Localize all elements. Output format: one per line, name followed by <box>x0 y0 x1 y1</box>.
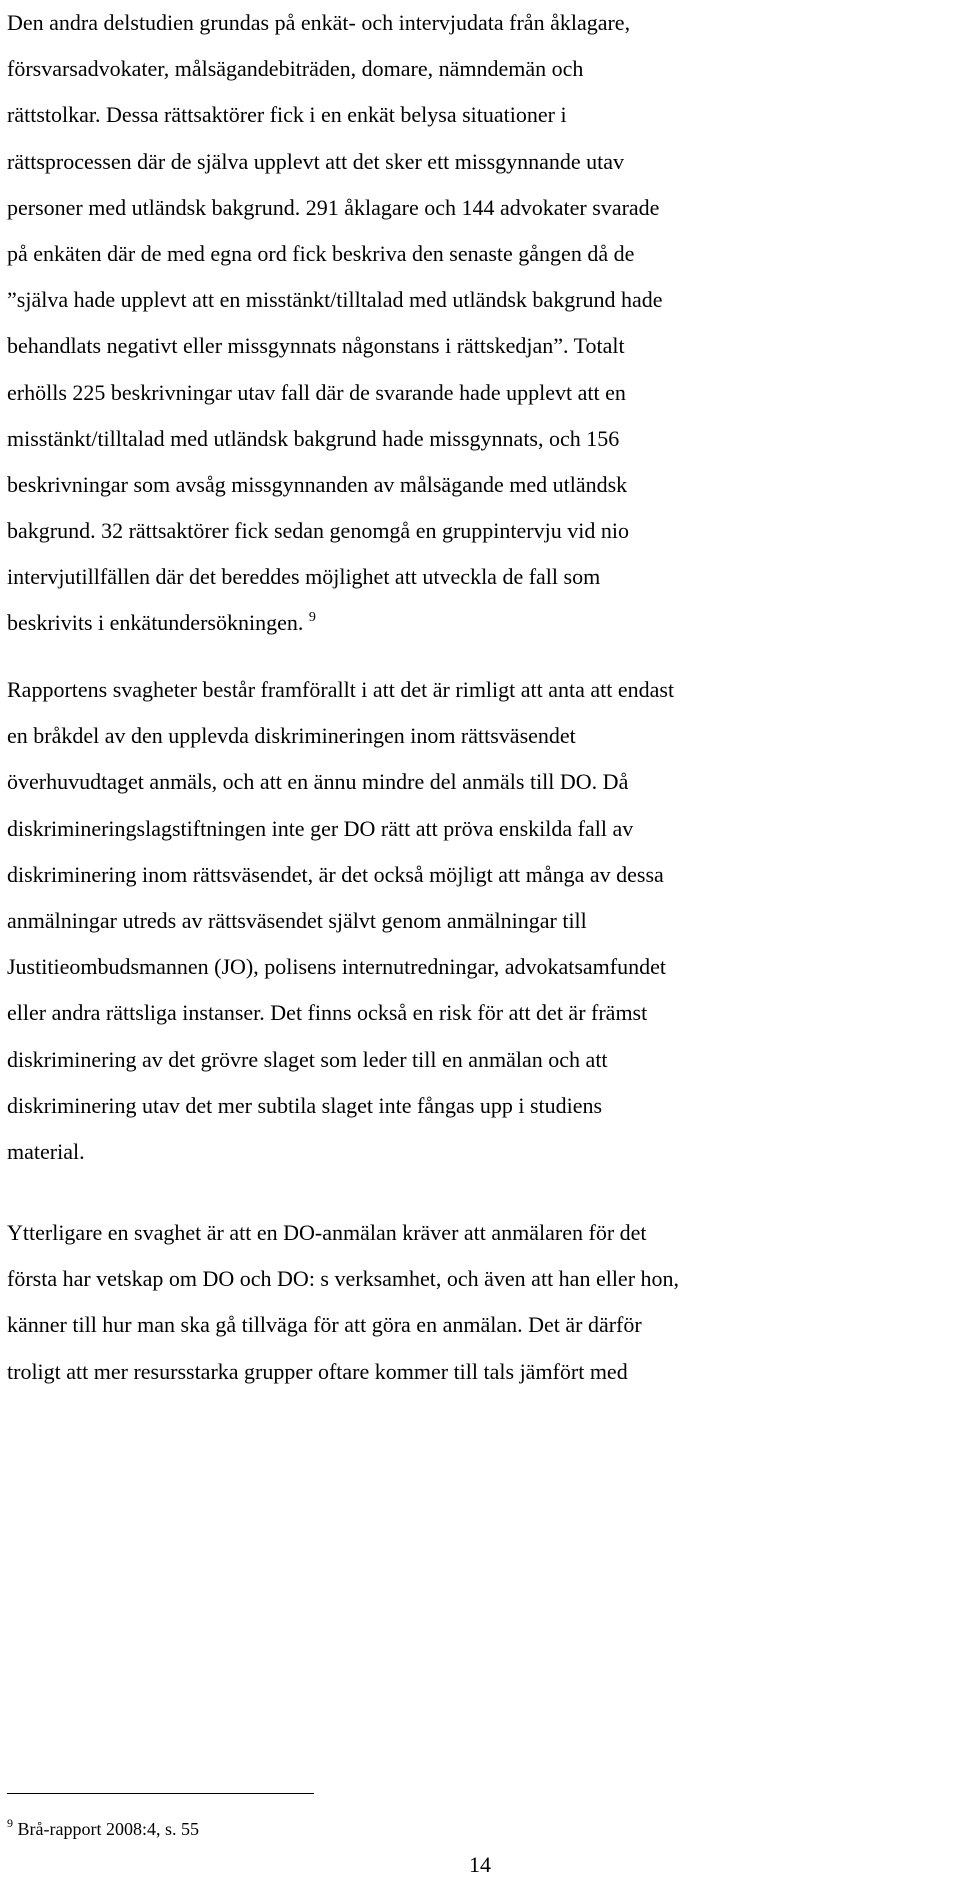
text-line: diskriminering utav det mer subtila slaget inte fångas upp i studiens <box>7 1092 603 1118</box>
text-line: troligt att mer resursstarka grupper oftare kommer till tals jämfört med <box>7 1358 628 1384</box>
footnote-reference: 9 <box>308 610 316 626</box>
text-line: på enkäten där de med egna ord fick beskriva den senaste gången då de <box>7 240 635 266</box>
paragraph-study-method <box>7 0 957 647</box>
text-line: beskrivits i enkätundersökningen. <box>7 610 304 636</box>
paragraph-weaknesses <box>7 667 957 1175</box>
text-line: material. <box>7 1138 85 1164</box>
text-line: försvarsadvokater, målsägandebiträden, domare, nämndemän och <box>7 56 584 82</box>
text-line: känner till hur man ska gå tillväga för att göra en anmälan. Det är därför <box>7 1312 642 1338</box>
footnote-text: Brå-rapport 2008:4, s. 55 <box>17 1819 199 1839</box>
text-line: intervjutillfällen där det bereddes möjlighet att utveckla de fall som <box>7 564 601 590</box>
text-line: Ytterligare en svaghet är att en DO-anmälan kräver att anmälaren för det <box>7 1220 647 1245</box>
text-line: överhuvudtaget anmäls, och att en ännu mindre del anmäls till DO. Då <box>7 769 629 795</box>
text-line: anmälningar utreds av rättsväsendet självt genom anmälningar till <box>7 907 587 933</box>
text-line: misstänkt/tilltalad med utländsk bakgrund hade missgynnats, och 156 <box>7 425 620 451</box>
text-line-with-footnote <box>7 600 957 646</box>
text-line: första har vetskap om DO och DO: s verksamhet, och även att han eller hon, <box>7 1266 680 1292</box>
text-line: Rapportens svagheter består framförallt i att det är rimligt att anta att endast <box>7 677 675 702</box>
text-line: en bråkdel av den upplevda diskrimineringen inom rättsväsendet <box>7 723 576 749</box>
text-line: Den andra delstudien grundas på enkät- och intervjudata från åklagare, <box>7 10 631 35</box>
text-line: rättsprocessen där de själva upplevt att det sker ett missgynnande utav <box>7 148 625 174</box>
text-line: ”själva hade upplevt att en misstänkt/tilltalad med utländsk bakgrund hade <box>7 287 663 313</box>
text-line: diskriminering av det grövre slaget som leder till en anmälan och att <box>7 1046 608 1072</box>
text-line: rättstolkar. Dessa rättsaktörer fick i en enkät belysa situationer i <box>7 102 567 128</box>
text-line: eller andra rättsliga instanser. Det finns också en risk för att det är främst <box>7 1000 648 1026</box>
text-line: behandlats negativt eller missgynnats någonstans i rättskedjan”. Totalt <box>7 333 625 359</box>
paragraph-additional-weakness <box>7 1210 957 1395</box>
text-line: personer med utländsk bakgrund. 291 åklagare och 144 advokater svarade <box>7 194 660 220</box>
text-line: erhölls 225 beskrivningar utav fall där de svarande hade upplevt att en <box>7 379 626 405</box>
text-line: beskrivningar som avsåg missgynnanden av målsägande med utländsk <box>7 471 628 497</box>
footnote-divider <box>7 1793 314 1794</box>
page-number: 14 <box>469 1852 491 1877</box>
text-line: diskrimineringslagstiftningen inte ger DO rätt att pröva enskilda fall av <box>7 815 634 841</box>
text-line: bakgrund. 32 rättsaktörer fick sedan genomgå en gruppintervju vid nio <box>7 518 629 544</box>
text-line: Justitieombudsmannen (JO), polisens internutredningar, advokatsamfundet <box>7 954 666 980</box>
footnote <box>7 1818 199 1840</box>
footnote-number: 9 <box>7 1816 13 1830</box>
text-line: diskriminering inom rättsväsendet, är det också möjligt att många av dessa <box>7 861 664 887</box>
